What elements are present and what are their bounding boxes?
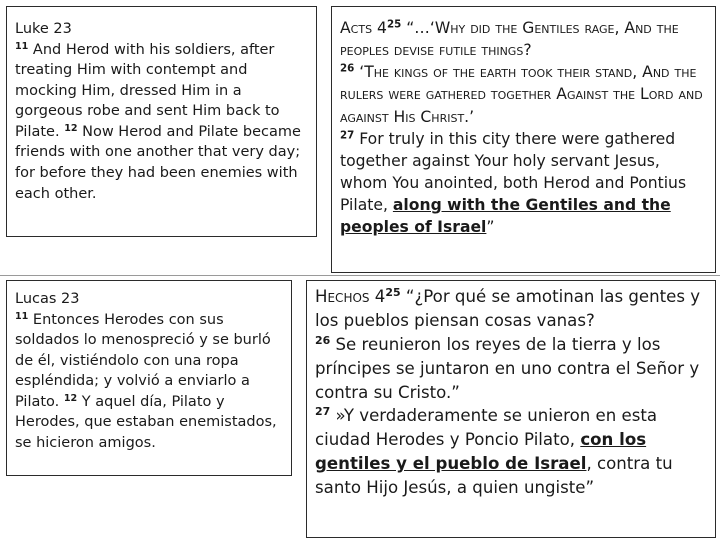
lucas-heading: Lucas 23 [15,291,80,307]
hechos-verse-27-end: , contra tu santo Hijo Jesús, a quien ungiste” [315,454,673,498]
lucas-23-passage [6,280,292,476]
hechos-4-passage [306,280,716,538]
acts-4-passage [331,6,716,273]
luke-verse-12: Now Herod and Pilate became friends with one another that very day; for before they had been enemies with each other. [15,123,301,202]
acts-quote-close: ” [486,218,495,237]
hechos-verses [315,285,707,500]
verse-number-25: 25 [385,285,401,299]
luke-heading: Luke 23 [15,21,72,37]
verse-number-27: 27 [340,129,355,142]
luke-verses [15,40,308,205]
acts-verse-26: ‘The kings of the earth took their stand, And the rulers were gathered together Against the Lord and against His Christ.’ [340,63,703,126]
luke-verse-11: And Herod with his soldiers, after treating Him with contempt and mocking Him, dressed Him in a gorgeous robe and sent Him back to Pilate. [15,41,280,140]
acts-verse-25: Why did the Gentiles rage, And the peoples devise futile things? [340,19,679,60]
verse-number-25: 25 [386,18,402,31]
acts-quote-open: “…‘ [401,19,435,37]
hechos-verse-26: Se reunieron los reyes de la tierra y los príncipes se juntaron en uno contra el Señor y contra su Cristo.” [315,334,700,402]
acts-emphasis: along with the Gentiles and the peoples of Israel [340,196,671,237]
lucas-verses [15,310,283,454]
verse-number-11: 11 [15,40,29,52]
verse-number-27: 27 [315,405,331,419]
acts-verse-27: For truly in this city there were gathered together against Your holy servant Jesus, whom You anointed, both Herod and Pontius Pilate, [340,129,687,215]
acts-verses [340,17,707,238]
verse-number-26: 26 [315,333,331,347]
verse-number-12: 12 [64,122,78,134]
hechos-verse-25: “¿Por qué se amotinan las gentes y los pueblos piensan cosas vanas? [315,287,701,330]
verse-number-12: 12 [63,392,78,404]
verse-number-26: 26 [340,62,355,75]
hechos-emphasis: con los gentiles y el pueblo de Israel [315,430,647,474]
luke-23-passage [6,6,317,237]
verse-number-11: 11 [15,310,29,322]
lucas-verse-12: Y aquel día, Pilato y Herodes, que estaban enemistados, se hicieron amigos. [15,393,277,452]
section-divider [0,275,720,276]
hechos-reference: Hechos 4 [315,287,386,306]
hechos-verse-27: »Y verdaderamente se unieron en esta ciudad Herodes y Poncio Pilato, [315,406,658,450]
acts-reference: Acts 4 [340,19,387,37]
lucas-verse-11: Entonces Herodes con sus soldados lo menospreció y se burló de él, vistiéndolo con una ropa espléndida; y volvió a enviarlo a Pilato. [15,311,271,410]
